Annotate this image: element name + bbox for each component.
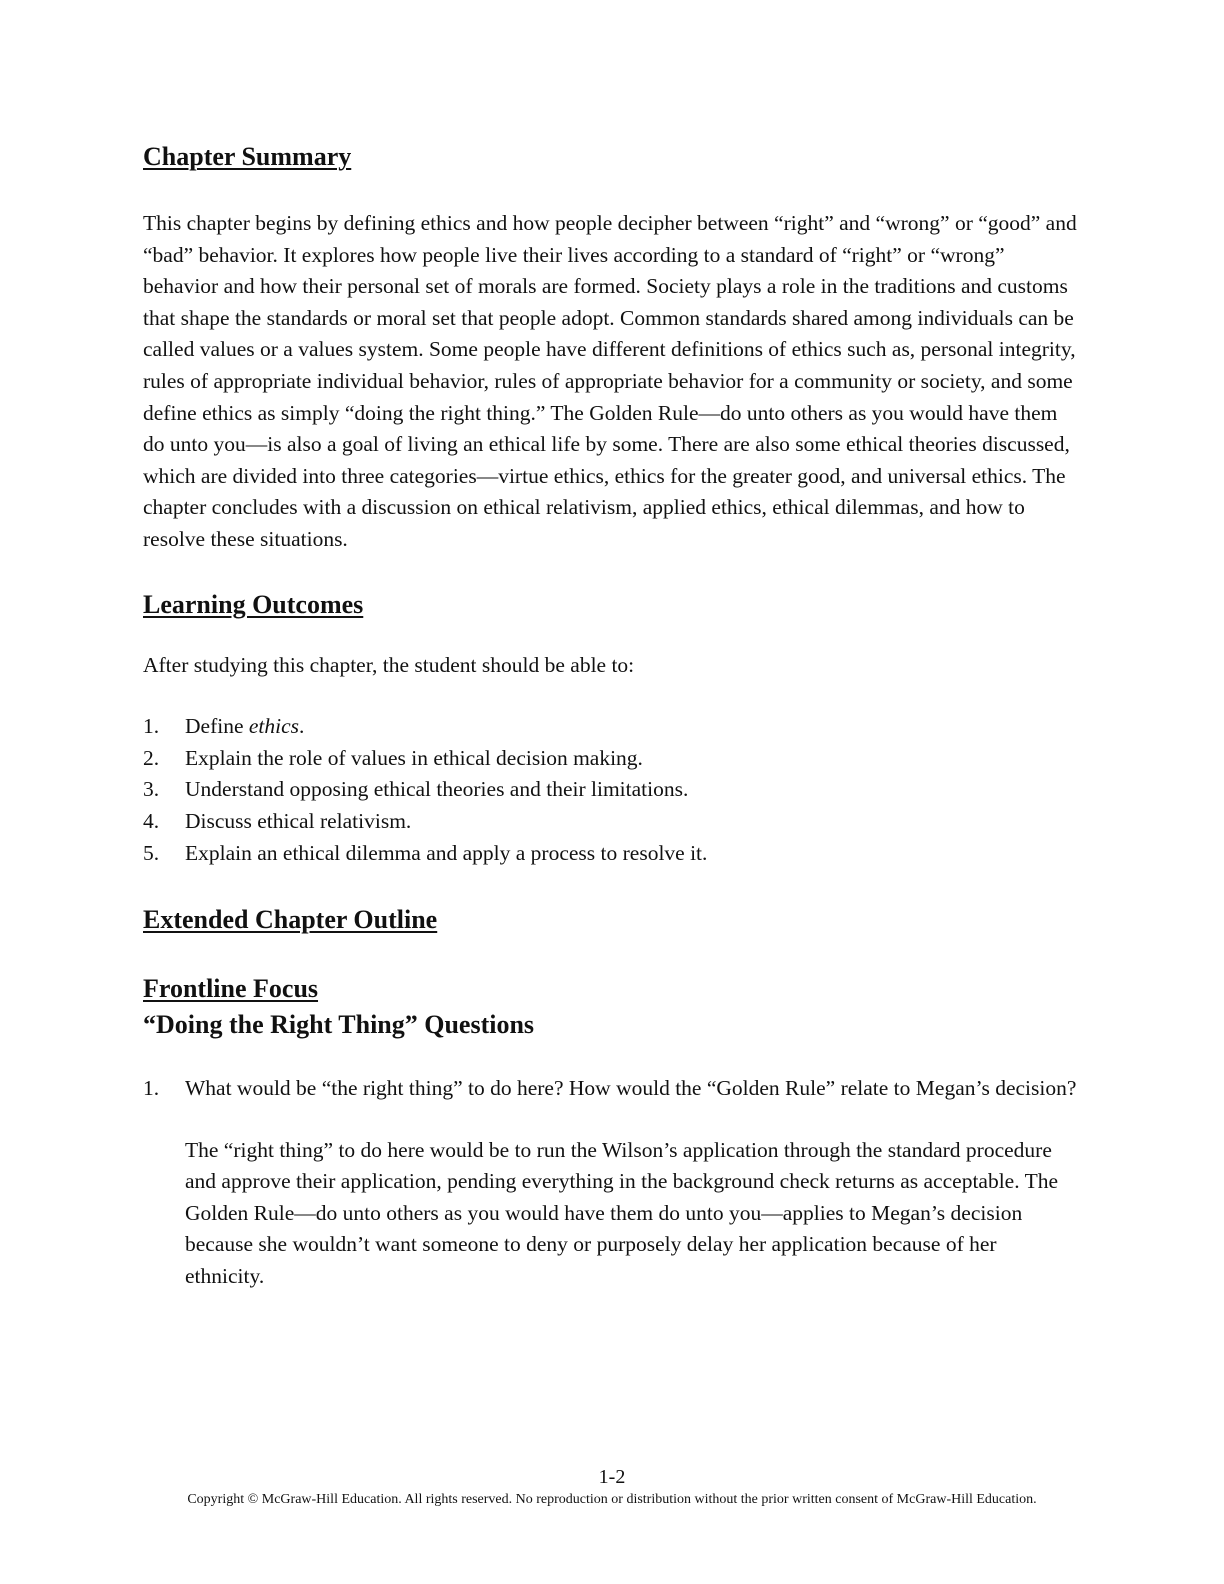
learning-outcomes-list [143, 711, 1078, 869]
list-item-number: 3. [143, 777, 160, 802]
question-number: 1. [143, 1076, 160, 1101]
list-item-text-before: Define [185, 714, 249, 739]
question-item [143, 1073, 1078, 1105]
list-item-number: 1. [143, 714, 160, 739]
list-item [143, 806, 1078, 838]
list-item-text: Explain the role of values in ethical decision making. [185, 745, 643, 770]
list-item-emphasis: ethics [248, 714, 300, 739]
list-item [143, 711, 1078, 743]
page-content [143, 140, 1078, 1314]
list-item-number: 4. [143, 808, 160, 833]
list-item-text: Understand opposing ethical theories and their limitations. [185, 777, 689, 802]
page-footer [0, 1465, 1224, 1509]
list-item-text: Explain an ethical dilemma and apply a process to resolve it. [185, 840, 708, 865]
list-item-number: 5. [143, 840, 160, 865]
copyright-notice: Copyright © McGraw-Hill Education. All rights reserved. No reproduction or distribution without the prior written consent of McGraw-Hill Education. [187, 1492, 1037, 1507]
list-item [143, 743, 1078, 775]
list-item-text [185, 711, 1078, 743]
chapter-summary-body: This chapter begins by defining ethics and how people decipher between “right” and “wrong” or “good” and “bad” behavior. It explores how people live their lives according to a standard of “right” or “wrong” behavior and how their personal set of morals are formed. Society plays a role in the traditions and customs that shape the standards or moral set that people adopt. Common standards shared among individuals can be called values or a values system. Some people have different definitions of ethics such as, personal integrity, rules of appropriate individual behavior, rules of appropriate behavior for a community or society, and some define ethics as simply “doing the right thing.” The Golden Rule—do unto others as you would have them do unto you—is also a goal of living an ethical life by some. There are also some ethical theories discussed, which are divided into three categories—virtue ethics, ethics for the greater good, and universal ethics. The chapter concludes with a discussion on ethical relativism, applied ethics, ethical dilemmas, and how to resolve these situations. [143, 211, 1077, 551]
list-item-number: 2. [143, 745, 160, 770]
question-text: What would be “the right thing” to do here? How would the “Golden Rule” relate to Megan’s decision? [185, 1076, 1077, 1101]
frontline-questions-list [143, 1073, 1078, 1105]
chapter-summary-heading: Chapter Summary [143, 142, 352, 171]
list-item-text-after: . [299, 714, 305, 739]
list-item [143, 774, 1078, 806]
extended-outline-heading: Extended Chapter Outline [143, 905, 438, 935]
frontline-focus-subheading: “Doing the Right Thing” Questions [143, 1010, 535, 1040]
question-answer: The “right thing” to do here would be to run the Wilson’s application through the standard procedure and approve their application, pending everything in the background check returns as acceptable. The Golden Rule—do unto others as you would have them do unto you—applies to Megan’s decision because she wouldn’t want someone to deny or purposely delay her application because of her ethnicity. [185, 1137, 1059, 1289]
list-item-text: Discuss ethical relativism. [185, 808, 412, 833]
list-item [143, 838, 1078, 870]
page-number: 1-2 [598, 1466, 626, 1488]
learning-outcomes-heading: Learning Outcomes [143, 589, 364, 619]
frontline-focus-heading: Frontline Focus [143, 974, 319, 1004]
learning-outcomes-intro: After studying this chapter, the student should be able to: [143, 652, 635, 677]
